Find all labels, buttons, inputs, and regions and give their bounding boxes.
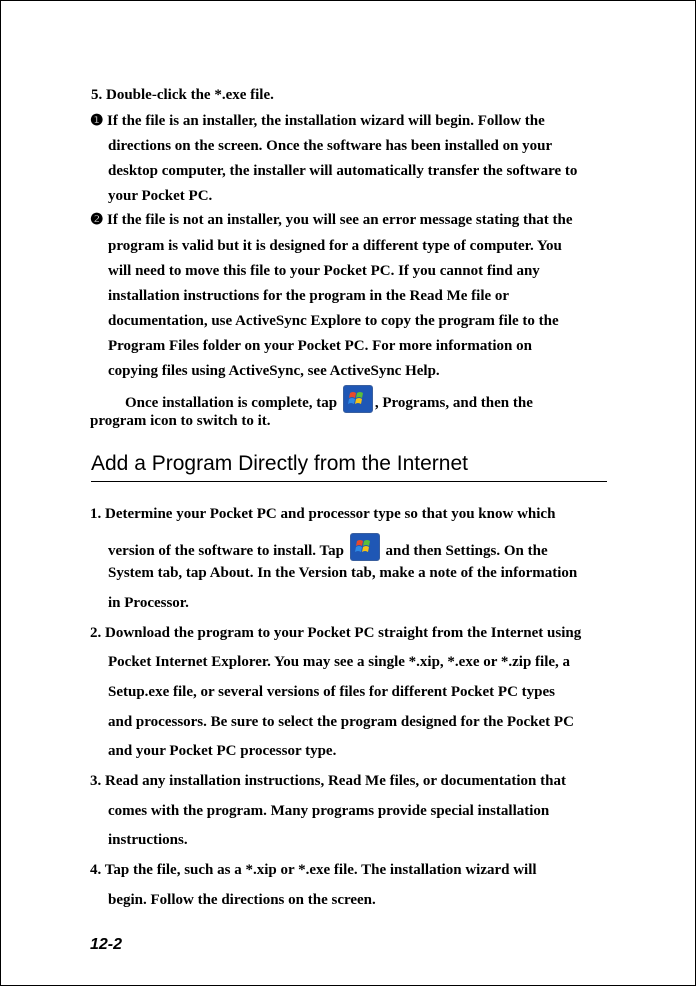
step-5 bbox=[91, 85, 274, 105]
about-label: About bbox=[209, 565, 250, 581]
step-1-line-1: 1. Determine your Pocket PC and processor type so that you know which bbox=[90, 506, 556, 522]
step-text: Double-click the *.exe file. bbox=[106, 87, 274, 103]
bullet-2-line-6: Program Files folder on your Pocket PC. For more information on bbox=[108, 338, 532, 354]
step-2-line-3: Setup.exe file, or several versions of files for different Pocket PC types bbox=[108, 684, 555, 700]
step-1-line-4: in Processor. bbox=[108, 595, 189, 611]
step-4-line-1: 4. Tap the file, such as a *.xip or *.exe file. The installation wizard will bbox=[90, 862, 537, 878]
processor-label: Processor bbox=[124, 595, 186, 611]
step-3-line-3: instructions. bbox=[108, 832, 188, 848]
section-heading: Add a Program Directly from the Internet bbox=[91, 452, 468, 475]
bullet-1-line-4: your Pocket PC. bbox=[108, 188, 213, 204]
version-label: Version bbox=[298, 565, 348, 581]
step-number: 5. bbox=[91, 87, 103, 103]
bullet-1-line-3: desktop computer, the installer will automatically transfer the software to bbox=[108, 163, 578, 179]
step-3-line-2: comes with the program. Many programs provide special installation bbox=[108, 803, 550, 819]
settings-label: Settings bbox=[445, 543, 497, 559]
system-label: System bbox=[108, 565, 154, 581]
heading-rule bbox=[91, 481, 607, 482]
step-1-line-2: version of the software to install. Tap and then Settings. On the bbox=[108, 533, 548, 561]
windows-start-icon bbox=[350, 533, 380, 561]
bullet-2-line-4: installation instructions for the program in the Read Me file or bbox=[108, 288, 510, 304]
completion-line-2: program icon to switch to it. bbox=[90, 413, 271, 429]
bullet-1-line-1: ❶ If the file is an installer, the installation wizard will begin. Follow the bbox=[90, 113, 545, 129]
step-2-line-1: 2. Download the program to your Pocket PC straight from the Internet using bbox=[90, 625, 582, 641]
windows-start-icon bbox=[343, 385, 373, 413]
bullet-1-line-2: directions on the screen. Once the software has been installed on your bbox=[108, 138, 553, 154]
completion-line-1: Once installation is complete, tap , Programs, and then the bbox=[125, 385, 533, 413]
bullet-2-line-5: documentation, use ActiveSync Explore to copy the program file to the bbox=[108, 313, 559, 329]
bullet-2-line-1: ❷ If the file is not an installer, you will see an error message stating that the bbox=[90, 212, 573, 228]
step-number: 3. bbox=[90, 773, 102, 789]
page-number: 12-2 bbox=[90, 936, 123, 953]
step-number: 1. bbox=[90, 506, 102, 522]
step-number: 2. bbox=[90, 625, 102, 641]
circled-two-icon: ❷ bbox=[90, 212, 104, 228]
step-3-line-1: 3. Read any installation instructions, Read Me files, or documentation that bbox=[90, 773, 566, 789]
step-2-line-4: and processors. Be sure to select the program designed for the Pocket PC bbox=[108, 714, 574, 730]
step-4-line-2: begin. Follow the directions on the screen. bbox=[108, 892, 376, 908]
bullet-2-line-7: copying files using ActiveSync, see ActiveSync Help. bbox=[108, 363, 440, 379]
step-1-line-3: System tab, tap About. In the Version tab, make a note of the information bbox=[108, 565, 578, 581]
circled-one-icon: ❶ bbox=[90, 113, 104, 129]
bullet-2-line-3: will need to move this file to your Pocket PC. If you cannot find any bbox=[108, 263, 540, 279]
step-2-line-2: Pocket Internet Explorer. You may see a single *.xip, *.exe or *.zip file, a bbox=[108, 654, 571, 670]
bullet-2-line-2: program is valid but it is designed for a different type of computer. You bbox=[108, 238, 562, 254]
step-2-line-5: and your Pocket PC processor type. bbox=[108, 743, 337, 759]
step-number: 4. bbox=[90, 862, 102, 878]
